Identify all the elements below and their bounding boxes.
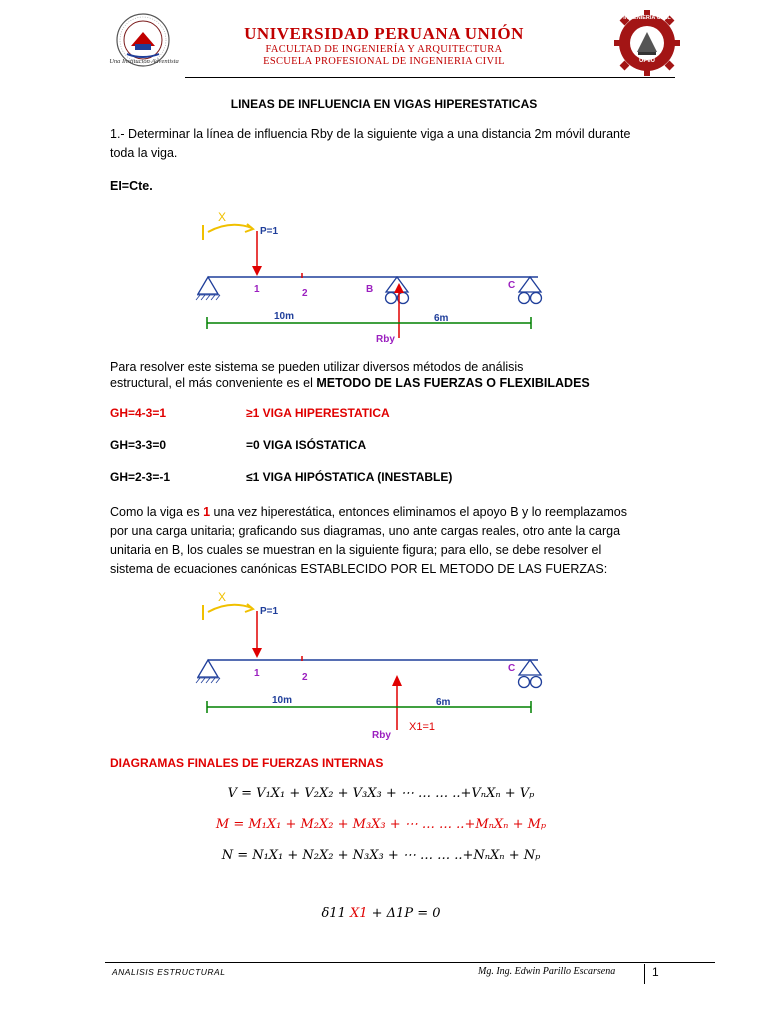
left-logo-motto: Una Institución Adventista <box>109 58 179 65</box>
point-2-label-2: 2 <box>302 672 308 683</box>
right-logo-text: INGENIERÍA CIVIL <box>623 15 671 21</box>
footer-author: Mg. Ing. Edwin Parillo Escarsena <box>478 966 616 977</box>
span-1-label-2: 10m <box>272 695 293 706</box>
roller-support-c-2 <box>519 660 541 675</box>
header-rule <box>185 77 675 78</box>
problem-line-1: 1.- Determinar la línea de influencia Rby de la siguiente viga a una distancia 2m móvil durante <box>110 127 631 141</box>
university-name: UNIVERSIDAD PERUANA UNIÓN <box>244 24 524 43</box>
support-c-label-2: C <box>508 663 516 674</box>
gh-eq-3: GH=2-3=-1 <box>110 470 171 484</box>
canonical-equation: δ11 X1 + Δ1P = 0 <box>321 906 441 921</box>
gh-eq-2: GH=3-3=0 <box>110 438 167 452</box>
span-1-label-1: 10m <box>274 311 295 322</box>
point-1-label-1: 1 <box>254 284 260 295</box>
footer-divider <box>644 964 645 984</box>
span-2-label-1: 6m <box>434 313 449 324</box>
support-c-label-1: C <box>508 280 516 291</box>
gh-desc-3: ≤1 VIGA HIPÓSTATICA (INESTABLE) <box>246 470 453 484</box>
reaction-label-2: Rby <box>372 730 391 741</box>
para-line-1: Como la viga es 1 una vez hiperestática, entonces eliminamos el apoyo B y lo reemplazamos <box>110 505 627 519</box>
intro-line-1: Para resolver este sistema se pueden utilizar diversos métodos de análisis <box>110 360 524 374</box>
load-arrow-head-1 <box>252 266 262 276</box>
pin-support-a-1 <box>198 277 218 294</box>
school-name: ESCUELA PROFESIONAL DE INGENIERIA CIVIL <box>263 56 505 67</box>
moment-equation: M = M₁X₁ + M₂X₂ + M₃X₃ + ⋯ … … ..+MₙXₙ + Mₚ <box>215 817 547 832</box>
pin-support-a-2 <box>198 660 218 677</box>
ground-hatch-a-1 <box>196 295 220 300</box>
x-label-1: X <box>218 210 227 224</box>
gh-eq-1: GH=4-3=1 <box>110 406 167 420</box>
intro-line-2: estructural, el más conveniente es el METODO DE LAS FUERZAS O FLEXIBILADES <box>110 376 590 390</box>
para-line-2: por una carga unitaria; graficando sus diagramas, uno ante cargas reales, otro ante la carga <box>110 524 621 538</box>
problem-line-2: toda la viga. <box>110 146 178 160</box>
beam-diagram-1 <box>0 200 768 350</box>
footer-rule <box>105 962 715 963</box>
span-2-label-2: 6m <box>436 697 451 708</box>
support-b-label-1: B <box>366 284 374 295</box>
para-line-3: unitaria en B, los cuales se muestran en la siguiente figura; para ello, se debe resolver el <box>110 543 602 557</box>
load-label-1: P=1 <box>260 226 279 237</box>
beam-diagram-2 <box>0 585 768 745</box>
para-line-4: sistema de ecuaciones canónicas ESTABLECIDO POR EL METODO DE LAS FUERZAS: <box>110 562 608 576</box>
unit-load-label-2: X1=1 <box>409 721 435 733</box>
page-number: 1 <box>652 965 659 979</box>
roller-support-c-1 <box>519 277 541 292</box>
gh-desc-2: =0 VIGA ISÓSTATICA <box>246 438 367 452</box>
document-title: LINEAS DE INFLUENCIA EN VIGAS HIPERESTATICAS <box>230 97 538 111</box>
ei-constant: EI=Cte. <box>110 179 153 193</box>
normal-equation: N = N₁X₁ + N₂X₂ + N₃X₃ + ⋯ … … ..+NₙXₙ + Nₚ <box>221 848 541 863</box>
point-1-label-2: 1 <box>254 668 260 679</box>
faculty-name: FACULTAD DE INGENIERÍA Y ARQUITECTURA <box>265 44 503 55</box>
right-logo-abbr: UPeU <box>638 58 655 64</box>
load-label-2: P=1 <box>260 606 279 617</box>
footer-course: ANALISIS ESTRUCTURAL <box>112 967 226 977</box>
x-label-2: X <box>218 590 227 604</box>
point-2-label-1: 2 <box>302 288 308 299</box>
reaction-label-1: Rby <box>376 334 395 345</box>
gh-desc-1: ≥1 VIGA HIPERESTATICA <box>246 406 390 420</box>
diagrams-heading: DIAGRAMAS FINALES DE FUERZAS INTERNAS <box>110 756 384 770</box>
shear-equation: V = V₁X₁ + V₂X₂ + V₃X₃ + ⋯ … … ..+VₙXₙ + Vₚ <box>227 786 535 801</box>
